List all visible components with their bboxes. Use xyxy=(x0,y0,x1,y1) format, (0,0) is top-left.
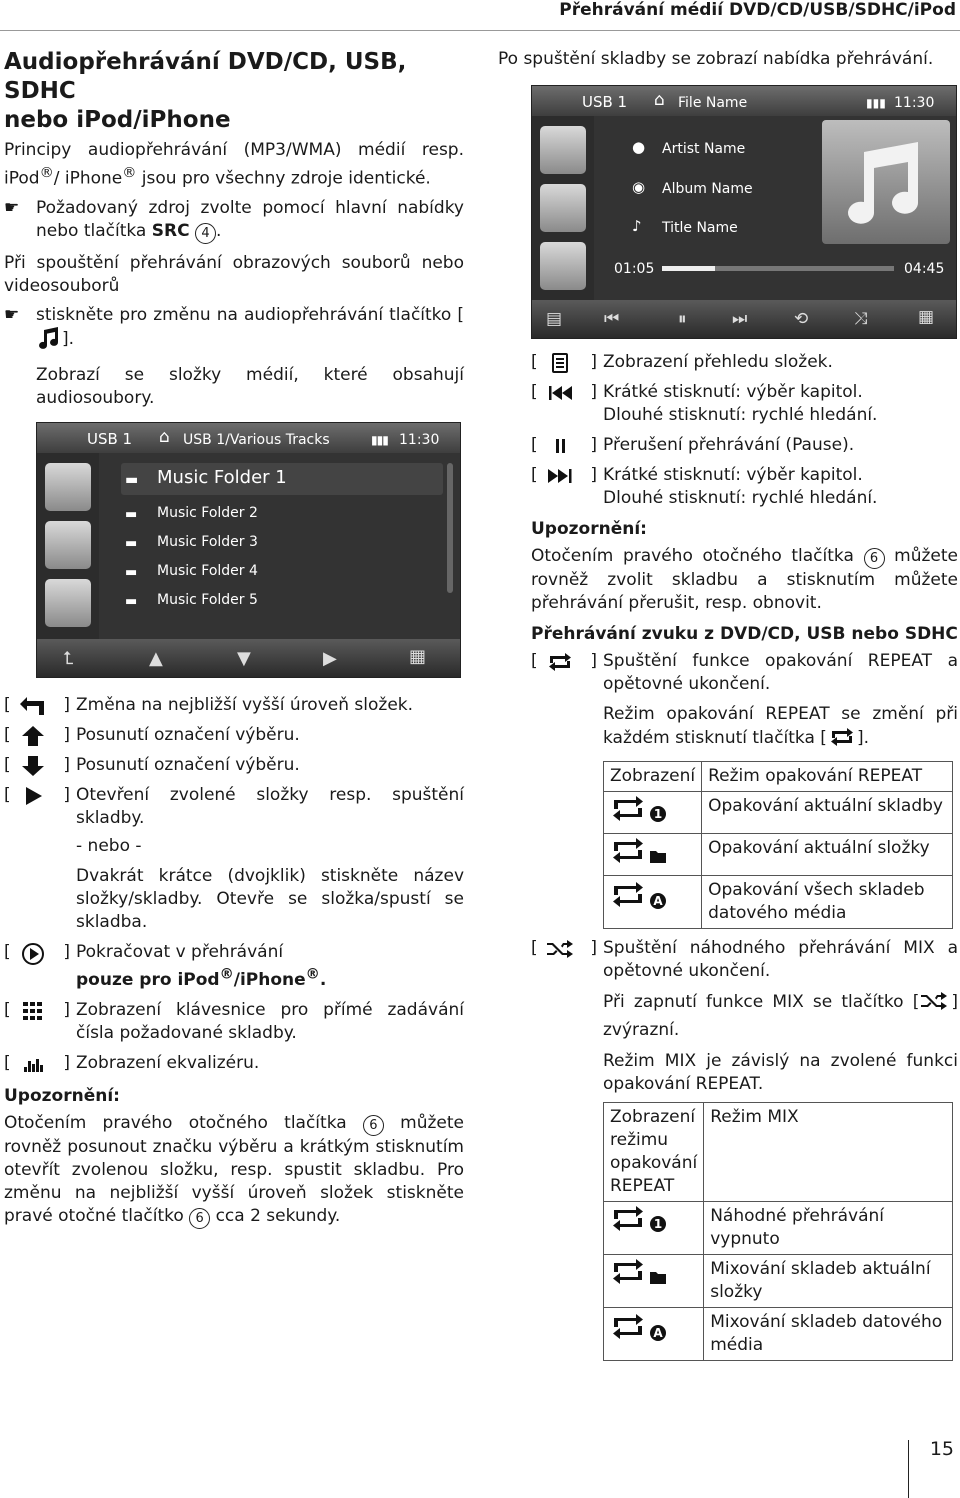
usb-source-label: USB 1 xyxy=(87,429,133,448)
item-next: [ ] Krátké stisknutí: výběr kapitol. Dlouhé stisknutí: rychlé hledání. xyxy=(531,465,878,508)
item-pause: [ ] Přerušení přehrávání (Pause). xyxy=(531,435,855,455)
table-row: 1 Opakování aktuální skladby xyxy=(604,792,953,834)
repeat-folder-icon xyxy=(610,837,670,865)
running-head: Přehrávání médií DVD/CD/USB/SDHC/iPod xyxy=(559,0,956,20)
folder-item-5[interactable]: Music Folder 5 xyxy=(157,591,258,608)
folder-item-3[interactable]: Music Folder 3 xyxy=(157,533,258,550)
folder-item-4[interactable]: Music Folder 4 xyxy=(157,562,258,579)
equalizer-icon xyxy=(18,1053,48,1075)
usb-source-label: USB 1 xyxy=(582,93,628,111)
folder-overview-icon xyxy=(545,352,575,374)
artist-name: Artist Name xyxy=(662,141,746,157)
album-name: Album Name xyxy=(662,181,753,197)
mix-highlight-text: Při zapnutí funkce MIX se tlačítko [ ] zvýrazní. xyxy=(603,992,958,1040)
equalizer-icon: ▮▮▮ xyxy=(866,96,886,110)
file-name: File Name xyxy=(678,95,748,111)
play-icon xyxy=(18,785,48,807)
shuffle-icon xyxy=(545,938,577,960)
folder-browser-screenshot xyxy=(36,422,461,678)
repeat-mode-text: Režim opakování REPEAT se změní při každém stisknutí tlačítka [ ]. xyxy=(531,703,958,755)
home-icon: ⌂ xyxy=(654,90,665,110)
item-equalizer: [ ] Zobrazení ekvalizéru. xyxy=(4,1053,260,1074)
or-text: - nebo - xyxy=(76,835,142,856)
svg-text:A: A xyxy=(653,1326,663,1340)
resume-play-icon xyxy=(18,942,48,966)
total-time: 04:45 xyxy=(904,261,945,277)
folder-item-2[interactable]: Music Folder 2 xyxy=(157,504,258,521)
item-folder-overview: [ ] Zobrazení přehledu složek. xyxy=(531,352,833,372)
repeat-mode-table xyxy=(603,761,953,929)
status-bar xyxy=(532,86,956,116)
mix-dependency-text: Režim MIX je závislý na zvolené funkci opakování REPEAT. xyxy=(603,1051,958,1094)
item-up: [ ] Posunutí označení výběru. xyxy=(4,724,300,745)
elapsed-time: 01:05 xyxy=(614,261,655,277)
equalizer-icon: ▮▮▮ xyxy=(371,432,388,447)
video-playback-text: Při spouštění přehrávání obrazových souborů nebo videosouborů xyxy=(4,252,464,296)
table-row: 1 Náhodné přehrávání vypnuto xyxy=(604,1202,953,1255)
shuffle-icon xyxy=(919,990,951,1019)
progress-fill xyxy=(662,266,715,271)
svg-text:1: 1 xyxy=(653,807,663,821)
repeat-one-icon xyxy=(610,1205,670,1233)
item-repeat: [ ] Spuštění funkce opakování REPEAT a opětovné ukončení. xyxy=(531,651,958,694)
folder-path: USB 1/Various Tracks xyxy=(183,431,330,448)
repeat-button-icon[interactable]: ⟲ xyxy=(794,309,809,329)
folder-icon: ▬ xyxy=(125,564,138,580)
clock: 11:30 xyxy=(894,95,935,111)
folder-icon: ▬ xyxy=(125,471,139,488)
note-title: Upozornění: xyxy=(531,519,647,539)
item-keypad: [ ] Zobrazení klávesnice pro přímé zadávání čísla požadované skladby. xyxy=(4,1000,464,1044)
previous-button-icon[interactable]: ⏮ xyxy=(604,309,620,329)
clock: 11:30 xyxy=(399,431,440,448)
svg-text:1: 1 xyxy=(653,1217,663,1231)
next-button-icon[interactable]: ⏭ xyxy=(732,309,748,329)
table-header: Režim MIX xyxy=(704,1103,953,1202)
album-art xyxy=(822,120,950,244)
pause-icon xyxy=(545,435,575,457)
level-up-icon xyxy=(18,695,48,717)
folder-icon: ▬ xyxy=(125,593,138,609)
down-button-icon[interactable]: ▼ xyxy=(237,647,251,669)
track-title: Title Name xyxy=(662,220,738,236)
source-sidebar xyxy=(532,116,594,300)
note-text: Otočením pravého otočného tlačítka 6 můžete rovněž zvolit skladbu a stisknutím můžete přehrávání přerušit, resp. obnovit. xyxy=(531,546,959,613)
playback-toolbar xyxy=(532,300,956,338)
playback-intro: Po spuštění skladby se zobrazí nabídka přehrávání. xyxy=(498,49,934,69)
folder-label: Music Folder 1 xyxy=(157,466,287,488)
arrow-up-icon xyxy=(18,725,48,747)
pause-button-icon[interactable]: ⏸ xyxy=(678,309,687,329)
playback-screenshot xyxy=(531,85,957,339)
note-text: Otočením pravého otočného tlačítka 6 můžete rovněž posunout značku výběru a krátkým stisknutím otevřít zvolenou složku, resp. spustit skladbu. Pro změnu na nejbližší vyšší úroveň složek stiskněte pravé otočné tlačítko 6 cca 2 sekundy. xyxy=(4,1112,464,1229)
item-resume: [ ] Pokračovat v přehrávání pouze pro iPod®/iPhone®. xyxy=(4,941,327,991)
table-header: Režim opakování REPEAT xyxy=(702,762,953,792)
track-icon: ♪ xyxy=(632,217,642,235)
table-row: Opakování aktuální složky xyxy=(604,834,953,876)
home-icon: ⌂ xyxy=(159,426,170,447)
button-number: 4 xyxy=(195,223,216,244)
album-icon: ◉ xyxy=(632,178,646,196)
item-level-up: [ ] Změna na nejbližší vyšší úroveň složek. xyxy=(4,694,414,715)
photo-tab-icon[interactable] xyxy=(45,579,91,627)
svg-text:A: A xyxy=(653,894,663,908)
table-row: Mixování skladeb aktuální složky xyxy=(604,1255,953,1308)
photo-tab-icon[interactable] xyxy=(540,242,586,290)
repeat-one-icon xyxy=(610,795,670,823)
page-number: 15 xyxy=(929,1438,954,1460)
instruction-select-source: ☛ Požadovaný zdroj zvolte pomocí hlavní nabídky nebo tlačítka SRC 4 . xyxy=(4,197,464,244)
open-button-icon[interactable]: ▶ xyxy=(323,647,337,669)
item-open: [ ] Otevření zvolené složky resp. spuštění skladby. xyxy=(4,784,464,828)
previous-icon xyxy=(545,382,575,404)
playback-controls-list xyxy=(498,351,958,1361)
intro-text: Principy audiopřehrávání (MP3/WMA) médií resp. iPod®/ iPhone® jsou pro všechny zdroje identické. xyxy=(4,140,464,189)
left-column xyxy=(4,48,464,1237)
keypad-button-icon[interactable]: ▦ xyxy=(409,645,427,667)
next-icon xyxy=(545,465,575,487)
arrow-down-icon xyxy=(18,755,48,777)
page-number-rule xyxy=(908,1440,909,1498)
section-heading: Přehrávání zvuku z DVD/CD, USB nebo SDHC xyxy=(531,624,958,644)
instruction-switch-audio: ☛ stiskněte pro změnu na audiopřehrávání tlačítko []. Zobrazí se složky médií, které obsahují audiosoubory. xyxy=(4,304,464,408)
repeat-all-icon xyxy=(610,1311,670,1343)
folder-icon: ▬ xyxy=(125,506,138,522)
status-bar xyxy=(37,423,460,453)
shuffle-button-icon[interactable]: ⤨ xyxy=(854,309,868,329)
pointing-hand-icon: ☛ xyxy=(4,304,20,325)
artist-icon: ● xyxy=(632,138,646,156)
table-header: Zobrazení xyxy=(604,762,702,792)
table-header: Zobrazení režimu opakování REPEAT xyxy=(604,1103,704,1202)
mix-mode-table xyxy=(603,1102,953,1361)
music-tab-icon[interactable] xyxy=(540,126,586,174)
item-mix: [ ] Spuštění náhodného přehrávání MIX a opětovné ukončení. xyxy=(531,938,958,981)
up-button-icon[interactable]: ▲ xyxy=(149,647,163,669)
music-note-icon xyxy=(36,327,62,356)
level-up-button-icon[interactable]: ⮤ xyxy=(63,647,74,669)
music-tab-icon[interactable] xyxy=(45,463,91,511)
item-previous: [ ] Krátké stisknutí: výběr kapitol. Dlouhé stisknutí: rychlé hledání. xyxy=(531,382,878,425)
source-sidebar xyxy=(37,453,99,639)
right-column xyxy=(498,48,958,1369)
section-title: Audiopřehrávání DVD/CD, USB, SDHC nebo iPod/iPhone xyxy=(4,49,407,133)
double-click-text: Dvakrát krátce (dvojklik) stiskněte název složky/skladby. Otevře se složka/spustí se skladba. xyxy=(76,865,464,932)
folders-shown-text: Zobrazí se složky médií, které obsahují audiosoubory. xyxy=(36,364,464,408)
item-down: [ ] Posunutí označení výběru. xyxy=(4,754,300,775)
video-tab-icon[interactable] xyxy=(540,184,586,232)
scrollbar[interactable] xyxy=(447,463,453,593)
video-tab-icon[interactable] xyxy=(45,521,91,569)
folder-overview-button-icon[interactable]: ▤ xyxy=(546,309,563,329)
folder-icon: ▬ xyxy=(125,535,138,551)
table-row: A Opakování všech skladeb datového média xyxy=(604,876,953,929)
repeat-icon xyxy=(827,726,857,755)
repeat-all-icon xyxy=(610,879,670,911)
table-row: A Mixování skladeb datového média xyxy=(604,1308,953,1361)
keypad-icon xyxy=(18,1000,48,1022)
header-rule xyxy=(0,30,960,31)
note-title: Upozornění: xyxy=(4,1086,120,1107)
keypad-button-icon[interactable]: ▦ xyxy=(918,307,935,327)
repeat-icon xyxy=(545,651,575,673)
browser-toolbar xyxy=(37,639,460,677)
pointing-hand-icon: ☛ xyxy=(4,197,20,218)
repeat-folder-icon xyxy=(610,1258,670,1286)
